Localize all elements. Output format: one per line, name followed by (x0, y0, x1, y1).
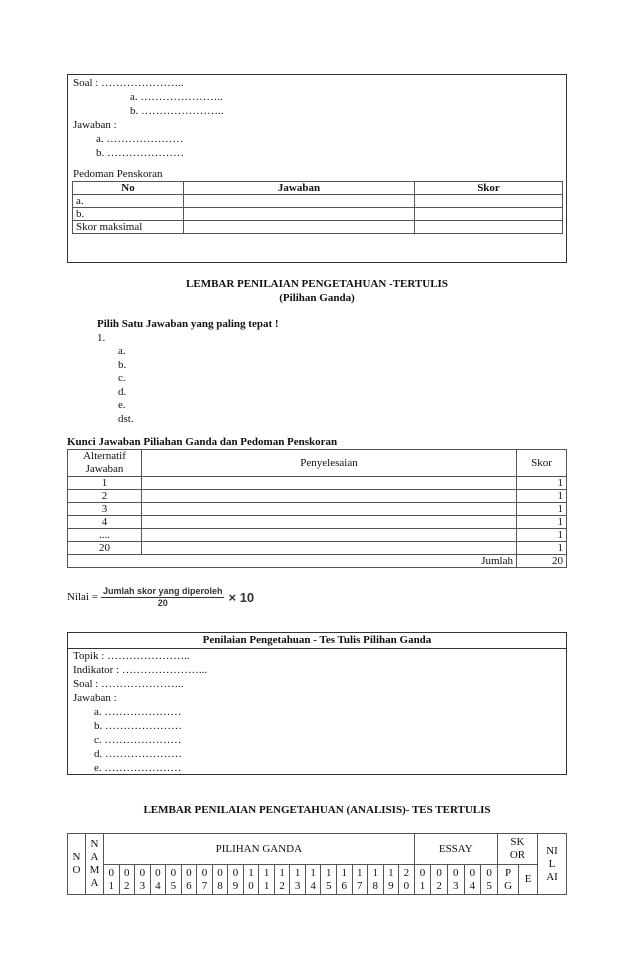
digit-bottom: 2 (279, 879, 285, 892)
digit-top: 0 (108, 866, 115, 879)
col-nilai (538, 834, 567, 895)
digit-bottom: 3 (453, 879, 459, 892)
pg-col-10 (243, 865, 259, 895)
pg-col-7 (197, 865, 213, 895)
digit-top: 1 (294, 866, 301, 879)
digit-bottom: 5 (486, 879, 492, 892)
jawaban-a: a. ………………… (96, 133, 184, 145)
analisis-table (67, 833, 567, 895)
digit-top: 1 (388, 866, 394, 879)
digit-bottom: G (504, 879, 513, 892)
nilai-fraction (101, 586, 225, 608)
jumlah-value: 20 (517, 555, 567, 568)
alt-header-1: Alternatif (83, 450, 126, 462)
digit-top: 0 (139, 866, 146, 879)
digit-bottom: 5 (325, 879, 332, 892)
pg-col-5 (166, 865, 182, 895)
digit-bottom: 9 (232, 879, 239, 892)
digit-top: 1 (279, 866, 285, 879)
digit-top: 0 (186, 866, 192, 879)
pg-assessment-box (67, 632, 567, 775)
digit-top: 0 (232, 866, 239, 879)
row-label: Skor maksimal (73, 221, 184, 234)
essay-col-1 (414, 865, 431, 895)
pg-col-11 (259, 865, 275, 895)
pedoman-table (72, 181, 563, 234)
col-skor: Skor (415, 182, 563, 195)
row-label: b. (73, 208, 184, 221)
skor-2: OR (509, 849, 526, 861)
question-number: 1. (97, 332, 106, 344)
nama-2: A (90, 851, 99, 863)
digit-bottom: 8 (372, 879, 379, 892)
kunci-title: Kunci Jawaban Piliahan Ganda dan Pedoman Penskoran (67, 436, 338, 448)
jawaban-item-b: b. ………………… (94, 720, 182, 732)
digit-top: 0 (486, 866, 492, 879)
alt-cell: 3 (68, 503, 142, 516)
digit-bottom: 6 (341, 879, 347, 892)
pg-col-18 (368, 865, 384, 895)
digit-bottom: 4 (469, 879, 476, 892)
option-c: c. (118, 372, 126, 384)
nama-4: A (90, 877, 99, 889)
table-row (73, 195, 563, 208)
digit-top: 1 (341, 866, 347, 879)
nilai-denominator: 20 (157, 598, 168, 608)
digit-top: 0 (201, 866, 208, 879)
jawaban-item-a: a. ………………… (94, 706, 182, 718)
alt-cell: 1 (68, 477, 142, 490)
soal-line: Soal : ………………….. (73, 77, 184, 89)
digit-bottom: 3 (294, 879, 301, 892)
col-no: No (73, 182, 184, 195)
pg-col-4 (150, 865, 166, 895)
nilai-numerator: Jumlah skor yang diperoleh (102, 586, 223, 596)
topik-line: Topik : ………………….. (73, 650, 190, 662)
digit-top: 0 (170, 866, 177, 879)
skor-cell: 1 (517, 529, 567, 542)
nama-1: N (90, 838, 99, 850)
option-dst: dst. (118, 413, 134, 425)
option-a: a. (118, 345, 126, 357)
digit-bottom: 4 (155, 879, 161, 892)
digit-bottom: 7 (201, 879, 208, 892)
skor-cell: 1 (517, 490, 567, 503)
soal-option-b: b. ………………….. (130, 105, 224, 117)
option-d: d. (118, 386, 127, 398)
digit-bottom: 4 (310, 879, 316, 892)
skor-cell: 1 (517, 503, 567, 516)
col-penyelesaian: Penyelesaian (142, 450, 517, 477)
digit-bottom: 5 (170, 879, 177, 892)
skor-e-col: E (519, 865, 538, 895)
pg-col-13 (290, 865, 306, 895)
alt-cell: 4 (68, 516, 142, 529)
digit-top: 0 (155, 866, 161, 879)
digit-top: 0 (436, 866, 442, 879)
table-row (68, 516, 567, 529)
option-e: e. (118, 399, 126, 411)
nilai-3: AI (546, 870, 558, 883)
digit-top: 0 (419, 866, 426, 879)
digit-bottom: 1 (108, 879, 115, 892)
digit-bottom: 1 (419, 879, 426, 892)
pg-col-8 (212, 865, 228, 895)
digit-bottom: 8 (217, 879, 223, 892)
table-row (68, 477, 567, 490)
jawaban-item-d: d. ………………… (94, 748, 182, 760)
digit-bottom: 9 (388, 879, 394, 892)
option-b: b. (118, 359, 127, 371)
digit-top: 1 (325, 866, 332, 879)
alt-cell: 20 (68, 542, 142, 555)
alt-cell: 2 (68, 490, 142, 503)
table-row (73, 221, 563, 234)
pg-col-17 (352, 865, 368, 895)
digit-top: 1 (248, 866, 254, 879)
alt-cell: .... (68, 529, 142, 542)
digit-top: P (505, 866, 512, 879)
skor-header (497, 834, 537, 865)
skor-cell: 1 (517, 542, 567, 555)
box3-title: Penilaian Pengetahuan - Tes Tulis Pilihan Ganda (202, 634, 432, 646)
col-jawaban: Jawaban (184, 182, 415, 195)
pedoman-label: Pedoman Penskoran (73, 168, 163, 180)
pg-col-14 (305, 865, 321, 895)
pg-col-20 (399, 865, 415, 895)
no-2: O (72, 864, 81, 876)
digit-top: 0 (453, 866, 459, 879)
jumlah-row (68, 555, 567, 568)
digit-bottom: 1 (263, 879, 270, 892)
table-row (68, 542, 567, 555)
jawaban-b: b. ………………… (96, 147, 184, 159)
skor-pg-col (497, 865, 518, 895)
essay-question-box (67, 74, 567, 263)
pilihan-ganda-header: PILIHAN GANDA (104, 834, 415, 865)
col-alternatif (68, 450, 142, 477)
pg-col-16 (336, 865, 352, 895)
digit-top: 1 (357, 866, 363, 879)
skor-cell: 1 (517, 477, 567, 490)
table-row (73, 208, 563, 221)
kunci-table (67, 449, 567, 568)
digit-bottom: 0 (403, 879, 410, 892)
pg-col-15 (321, 865, 337, 895)
pg-col-1 (104, 865, 120, 895)
no-1: N (72, 851, 81, 863)
jawaban-item-c: c. ………………… (94, 734, 182, 746)
nilai-formula (67, 585, 254, 609)
pg-col-12 (274, 865, 290, 895)
digit-top: 0 (124, 866, 130, 879)
essay-header: ESSAY (414, 834, 497, 865)
table-row (68, 529, 567, 542)
digit-top: 0 (469, 866, 476, 879)
analisis-title: LEMBAR PENILAIAN PENGETAHUAN (ANALISIS)- TES TERTULIS (143, 804, 491, 816)
col-nama (86, 834, 104, 895)
nilai-1: NI (546, 844, 558, 857)
pg-col-9 (228, 865, 244, 895)
soal-option-a: a. ………………….. (130, 91, 223, 103)
table-row (68, 503, 567, 516)
jumlah-label: Jumlah (142, 555, 517, 568)
col-no (68, 834, 86, 895)
jawaban-label: Jawaban : (73, 692, 117, 704)
pg-col-6 (181, 865, 197, 895)
digit-bottom: 7 (357, 879, 363, 892)
jawaban-label: Jawaban : (73, 119, 117, 131)
section-subtitle: (Pilihan Ganda) (279, 292, 355, 304)
digit-top: 2 (403, 866, 410, 879)
pg-col-19 (383, 865, 399, 895)
skor-cell: 1 (517, 516, 567, 529)
digit-bottom: 6 (186, 879, 192, 892)
digit-top: 0 (217, 866, 223, 879)
essay-col-2 (431, 865, 448, 895)
row-label: a. (73, 195, 184, 208)
soal-line: Soal : ………………….. (73, 678, 184, 690)
pg-col-2 (119, 865, 135, 895)
col-skor: Skor (517, 450, 567, 477)
jawaban-item-e: e. ………………… (94, 762, 182, 774)
digit-top: 1 (310, 866, 316, 879)
table-row (68, 490, 567, 503)
instruction: Pilih Satu Jawaban yang paling tepat ! (97, 318, 279, 330)
section-title: LEMBAR PENILAIAN PENGETAHUAN -TERTULIS (186, 278, 448, 290)
essay-col-5 (481, 865, 498, 895)
digit-top: 1 (263, 866, 270, 879)
essay-col-3 (447, 865, 464, 895)
digit-bottom: 3 (139, 879, 146, 892)
nilai-multiplier: × 10 (228, 589, 255, 605)
nilai-2: L (548, 857, 556, 870)
nama-3: M (89, 864, 100, 876)
digit-top: 1 (372, 866, 379, 879)
digit-bottom: 2 (124, 879, 130, 892)
skor-1: SK (510, 836, 525, 848)
alt-header-2: Jawaban (85, 463, 124, 475)
digit-bottom: 2 (436, 879, 442, 892)
essay-col-4 (464, 865, 481, 895)
indikator-line: Indikator : …………………... (73, 664, 208, 676)
nilai-label: Nilai = (67, 591, 98, 603)
digit-bottom: 0 (248, 879, 254, 892)
pg-col-3 (135, 865, 151, 895)
